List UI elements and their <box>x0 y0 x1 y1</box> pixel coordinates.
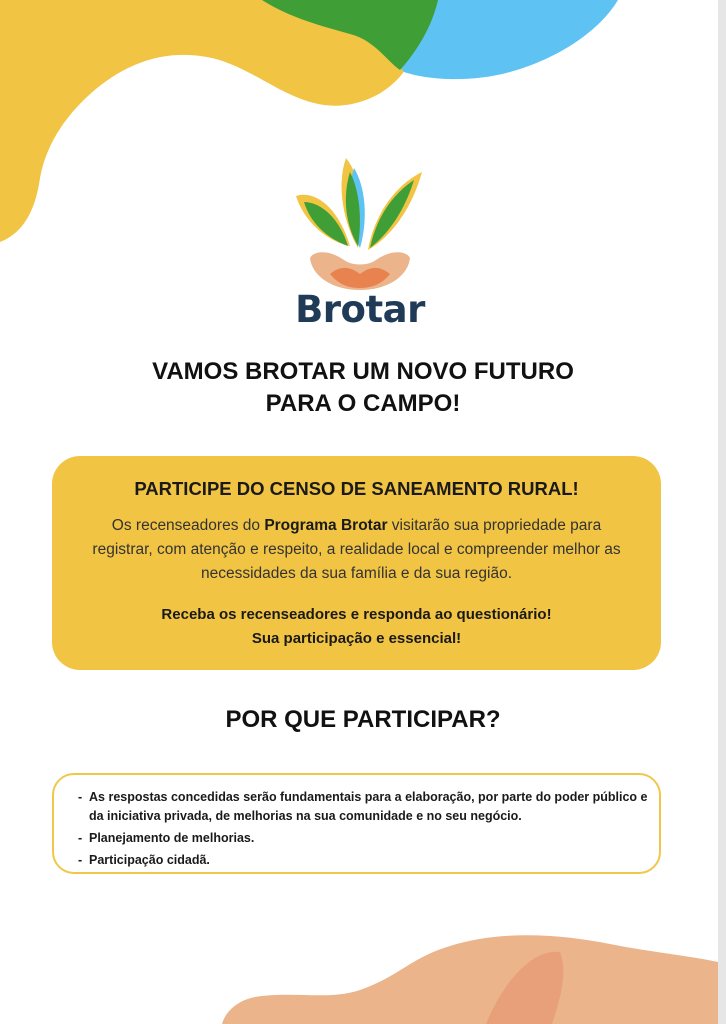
green-blob <box>262 0 438 70</box>
brand-wordmark: Brotar <box>295 288 425 331</box>
headline-line-1: VAMOS BROTAR UM NOVO FUTURO <box>152 358 574 385</box>
sky-blue-blob <box>368 0 618 79</box>
reasons-list <box>78 788 648 873</box>
brotar-logo <box>290 150 430 340</box>
census-body-prefix: Os recenseadores do <box>111 517 265 534</box>
list-item: - As respostas concedidas serão fundamentais para a elaboração, por parte do poder público e da iniciativa privada, de melhorias na sua comunidade e no seu negócio. <box>78 790 648 823</box>
reason-text: As respostas concedidas serão fundamentais para a elaboração, por parte do poder público e da iniciativa privada, de melhorias na sua comunidade e no seu negócio. <box>89 790 648 823</box>
page-edge-strip <box>718 0 726 1024</box>
list-item: - Planejamento de melhorias. <box>78 831 255 845</box>
census-call-line-1: Receba os recenseadores e responda ao questionário! <box>161 606 552 623</box>
reason-text: Participação cidadã. <box>89 853 210 867</box>
census-card <box>52 456 661 670</box>
census-card-title: PARTICIPE DO CENSO DE SANEAMENTO RURAL! <box>134 478 579 499</box>
peach-blob-bottom <box>222 935 718 1024</box>
why-participate-title: POR QUE PARTICIPAR? <box>225 706 501 733</box>
census-card-body <box>82 514 631 586</box>
census-body-suffix: visitarão sua propriedade para registrar, com atenção e respeito, a realidade local e compreender melhor as necessidades da sua família e da sua região. <box>92 517 621 582</box>
orange-blob-bottom <box>486 952 563 1024</box>
why-participate-card <box>52 773 661 874</box>
census-call-line-2: Sua participação e essencial! <box>251 630 462 647</box>
page-headline <box>0 356 726 420</box>
sprout-hands-icon <box>290 150 430 290</box>
census-body-program-name: Programa Brotar <box>264 517 388 534</box>
reason-text: Planejamento de melhorias. <box>89 831 255 845</box>
census-call-to-action <box>52 603 661 651</box>
headline-line-2: PARA O CAMPO! <box>265 390 461 417</box>
list-item: - Participação cidadã. <box>78 853 210 867</box>
